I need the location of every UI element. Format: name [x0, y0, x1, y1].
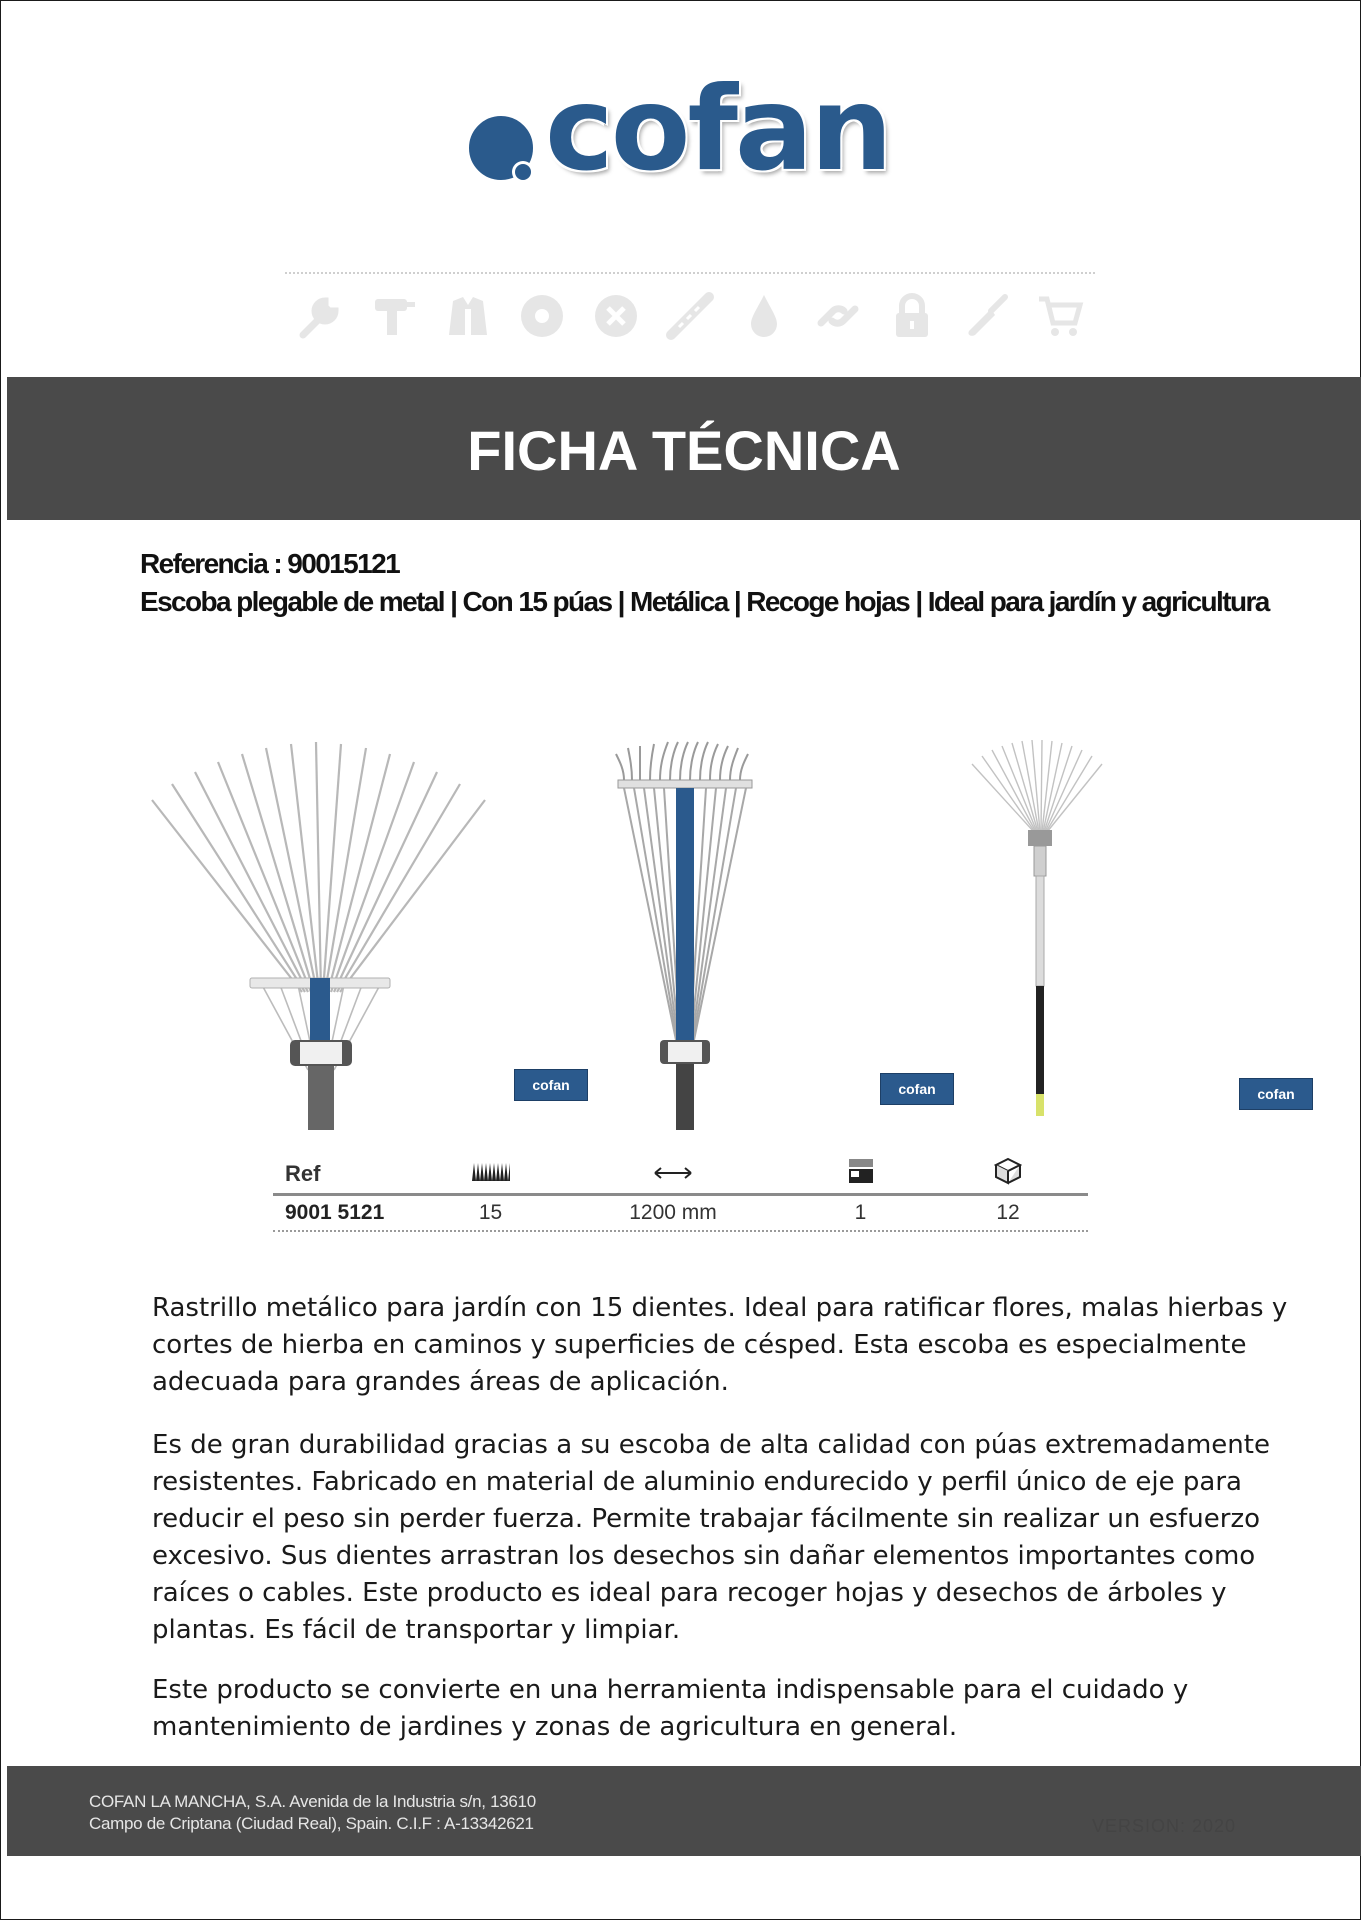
tape-icon	[665, 291, 715, 341]
category-icon-row	[295, 288, 1085, 344]
brand-badge: cofan	[880, 1073, 954, 1105]
padlock-icon	[887, 291, 937, 341]
product-image-rake-head	[140, 740, 500, 1130]
product-subtitle: Escoba plegable de metal | Con 15 púas | Metálica | Recoge hojas | Ideal para jardín y agricultura	[140, 586, 1269, 617]
saw-blade-icon	[517, 291, 567, 341]
tines-icon	[428, 1161, 553, 1187]
chain-link-icon	[813, 291, 863, 341]
spec-header-ref: Ref	[285, 1161, 321, 1186]
footer-address-line-1: COFAN LA MANCHA, S.A. Avenida de la Industria s/n, 13610	[89, 1792, 536, 1811]
product-image-rake-full	[970, 740, 1110, 1120]
description-paragraph-2: Es de gran durabilidad gracias a su escoba de alta calidad con púas extremadamente resistentes. Fabricado en material de aluminio endurecido y perfil único de eje para reducir el peso sin perder fuerza. Permite trabajar fácilmente sin realizar un esfuerzo excesivo. Sus dientes arrastran los desechos sin dañar elementos importantes como raíces o cables. Este producto es ideal para recoger hojas y desechos de árboles y plantas. Es fácil de transportar y limpiar.	[152, 1430, 1270, 1645]
logo-circle-icon	[461, 110, 541, 190]
power-drill-icon	[369, 291, 419, 341]
version-label: VERSION: 2020	[1092, 1816, 1237, 1836]
logo-text: cofan	[545, 62, 890, 197]
brand-badge: cofan	[1239, 1078, 1313, 1110]
box-icon	[928, 1157, 1088, 1191]
title-band	[7, 377, 1361, 520]
footer-band	[7, 1766, 1361, 1856]
drop-icon	[739, 291, 789, 341]
workwear-icon	[443, 291, 493, 341]
grinding-disc-icon	[591, 291, 641, 341]
cart-icon	[1035, 291, 1085, 341]
wrench-icon	[295, 291, 345, 341]
spec-ref-value: 9001 5121	[285, 1201, 385, 1224]
length-arrow-icon	[553, 1162, 793, 1186]
icon-divider	[285, 272, 1095, 274]
unit-package-icon	[793, 1158, 928, 1190]
description-paragraph-1: Rastrillo metálico para jardín con 15 dientes. Ideal para ratificar flores, malas hierbas y cortes de hierba en caminos y superficies de césped. Esta escoba es especialmente adecuada para grandes áreas de aplicación.	[152, 1293, 1288, 1397]
spec-length-value: 1200 mm	[629, 1201, 717, 1224]
cofan-logo	[455, 62, 915, 218]
product-reference: Referencia : 90015121	[140, 548, 400, 579]
spec-tines-value: 15	[478, 1201, 503, 1224]
product-image-rake-folded	[610, 740, 760, 1130]
spec-table-row	[273, 1196, 1088, 1232]
page-title: FICHA TÉCNICA	[467, 419, 901, 482]
brand-badge: cofan	[514, 1069, 588, 1101]
description-paragraph-3: Este producto se convierte en una herramienta indispensable para el cuidado y mantenimiento de jardines y zonas de agricultura en general.	[152, 1675, 1189, 1742]
spec-units-value: 1	[854, 1201, 867, 1224]
spec-box-value: 12	[996, 1201, 1020, 1224]
spec-table	[273, 1155, 1088, 1232]
spec-table-header	[273, 1155, 1088, 1196]
footer-address-line-2: Campo de Criptana (Ciudad Real), Spain. C.I.F : A-13342621	[89, 1814, 534, 1833]
trowel-icon	[961, 291, 1011, 341]
